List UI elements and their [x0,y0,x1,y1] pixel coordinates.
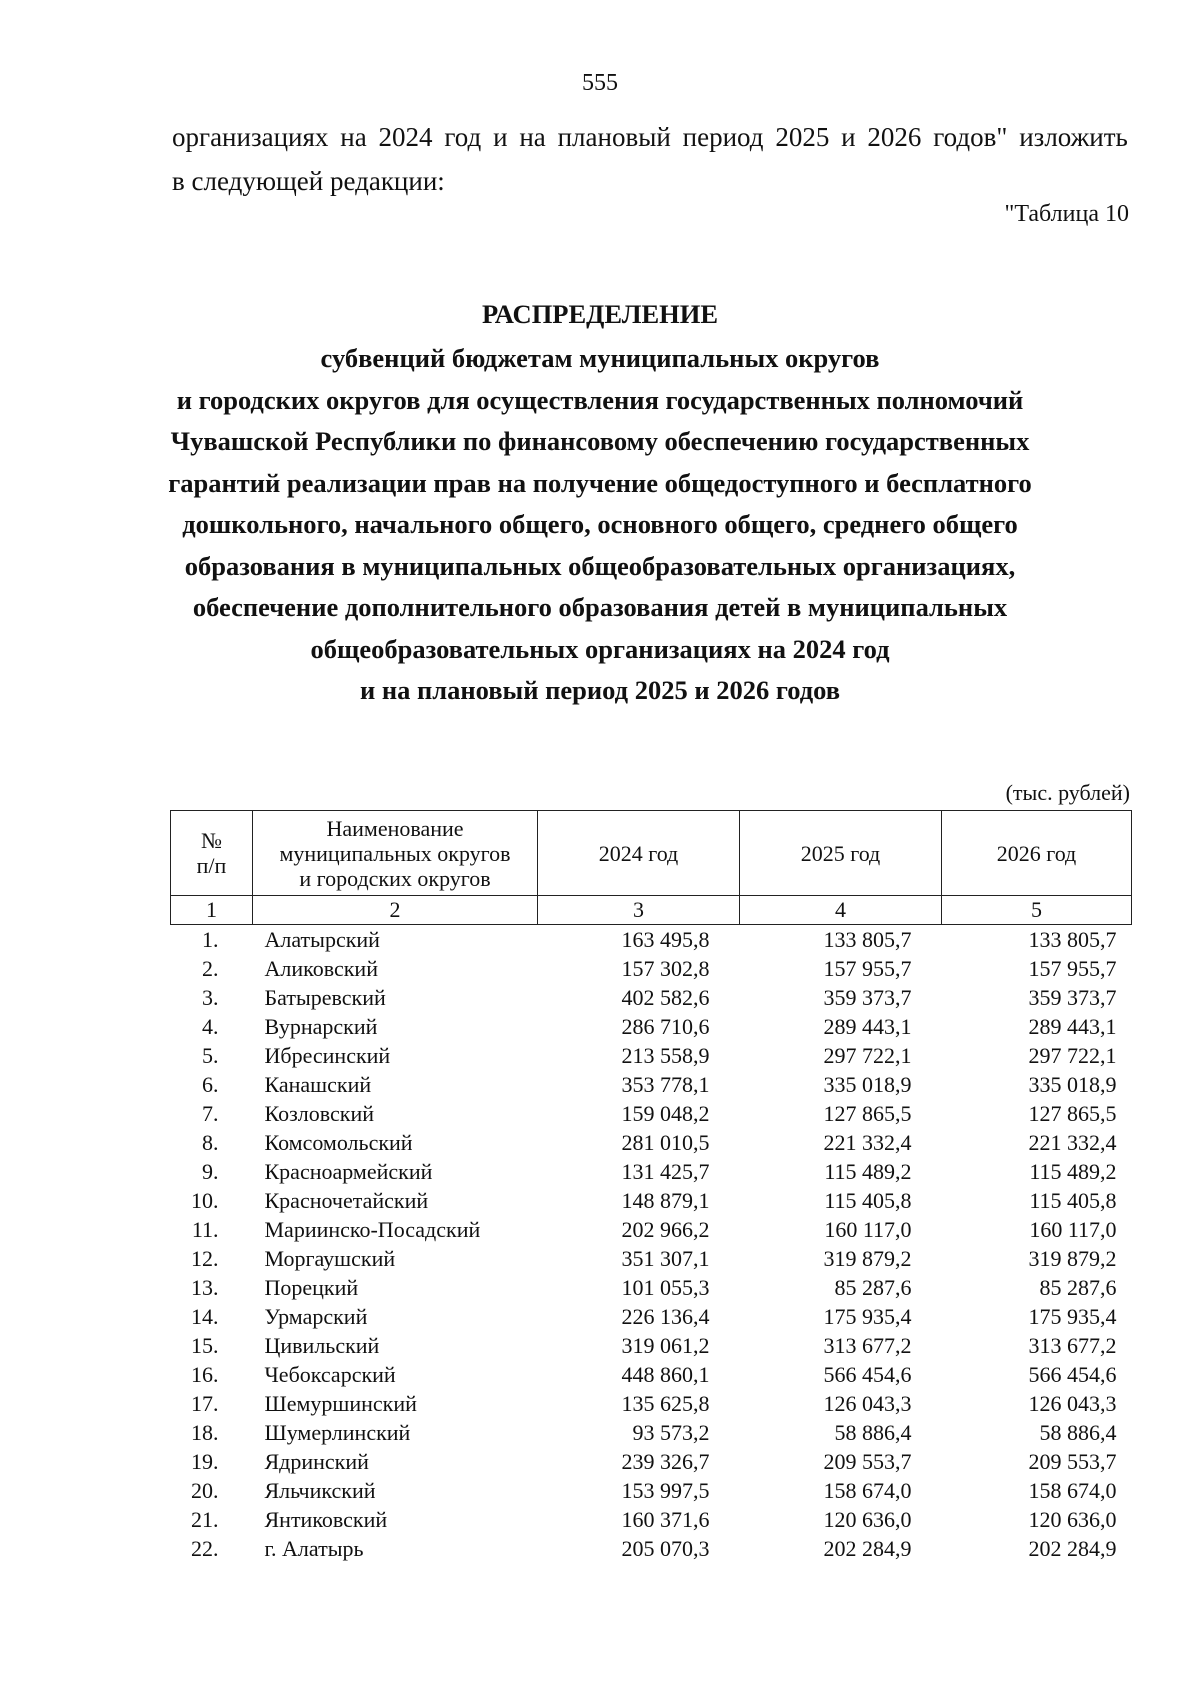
value-2025: 319 879,2 [823,1246,912,1271]
intro-word: период [682,122,764,152]
value-2026: 221 332,4 [1028,1130,1117,1155]
row-name: Ядринский [264,1449,369,1474]
value-2025: 85 287,6 [834,1275,912,1300]
row-number: 15. [191,1333,219,1358]
intro-word: и [841,122,856,152]
intro-word: 2026 [867,122,922,152]
table-row [171,925,1132,955]
intro-word: и [493,122,508,152]
value-2025: 175 935,4 [823,1304,912,1329]
header-number [171,811,253,896]
value-2024: 160 371,6 [621,1507,710,1532]
intro-word: плановый [557,122,671,152]
value-2024: 159 048,2 [621,1101,710,1126]
table-row [171,1128,1132,1157]
column-number: 3 [538,896,740,925]
intro-word: годов" [933,122,1008,152]
value-2024: 157 302,8 [621,956,710,981]
row-name: Алатырский [264,927,380,952]
value-2024: 93 573,2 [632,1420,710,1445]
table-caption: "Таблица 10 [1004,201,1129,227]
intro-line-1 [172,115,1128,159]
row-number: 18. [191,1420,219,1445]
row-name: Шемуршинский [264,1391,417,1416]
value-2025: 127 865,5 [823,1101,912,1126]
row-name: Порецкий [264,1275,359,1300]
row-number: 22. [191,1536,219,1561]
row-name: Мариинско-Посадский [264,1217,481,1242]
value-2026: 175 935,4 [1028,1304,1117,1329]
table-row [171,1244,1132,1273]
table-row [171,1186,1132,1215]
value-2026: 115 405,8 [1029,1188,1117,1213]
title-line: образования в муниципальных общеобразовательных организациях, [184,550,1016,581]
intro-word: организациях [172,122,329,152]
row-number: 5. [202,1043,219,1068]
value-2025: 297 722,1 [823,1043,912,1068]
intro-line-2: в следующей редакции: [172,166,445,196]
header-number-line: № [201,828,222,853]
column-number: 5 [942,896,1132,925]
title-line: и на плановый период 2025 и 2026 годов [359,675,841,705]
row-number: 10. [191,1188,219,1213]
row-number: 20. [191,1478,219,1503]
header-2025: 2025 год [740,811,942,896]
row-name: Канашский [264,1072,372,1097]
value-2024: 448 860,1 [621,1362,710,1387]
value-2026: 158 674,0 [1028,1478,1117,1503]
value-2025: 202 284,9 [823,1536,912,1561]
value-2025: 120 636,0 [823,1507,912,1532]
row-name: Аликовский [264,956,378,981]
row-number: 21. [191,1507,219,1532]
title-line: Чувашской Республики по финансовому обеспечению государственных [170,426,1030,456]
value-2025: 221 332,4 [823,1130,912,1155]
row-number: 4. [202,1014,219,1039]
value-2024: 163 495,8 [621,927,710,952]
value-2026: 160 117,0 [1029,1217,1117,1242]
row-name: Чебоксарский [264,1362,396,1387]
value-2024: 101 055,3 [621,1275,710,1300]
value-2024: 319 061,2 [621,1333,710,1358]
value-2024: 239 326,7 [621,1449,710,1474]
table-row [171,1447,1132,1476]
intro-word: изложить [1019,122,1128,152]
title-line: обеспечение дополнительного образования детей в муниципальных [192,592,1008,622]
row-number: 12. [191,1246,219,1271]
value-2026: 120 636,0 [1028,1507,1117,1532]
table-row [171,1505,1132,1534]
title-line: гарантий реализации прав на получение общедоступного и бесплатного [168,467,1032,498]
value-2025: 566 454,6 [823,1362,912,1387]
row-number: 1. [202,927,219,952]
column-number-row [171,896,1132,925]
table-row [171,1012,1132,1041]
value-2026: 202 284,9 [1028,1536,1117,1561]
table-row [171,1157,1132,1186]
row-name: Красноармейский [264,1159,433,1184]
value-2024: 281 010,5 [621,1130,710,1155]
value-2025: 126 043,3 [823,1391,912,1416]
header-name-line: муниципальных округов [279,840,511,866]
value-2026: 313 677,2 [1028,1333,1117,1358]
row-number: 2. [202,956,219,981]
value-2025: 209 553,7 [823,1449,912,1474]
value-2025: 335 018,9 [823,1072,912,1097]
table-row [171,1273,1132,1302]
value-2026: 157 955,7 [1028,956,1117,981]
value-2026: 58 886,4 [1039,1420,1117,1445]
table-row [171,1215,1132,1244]
row-name: Урмарский [264,1304,368,1329]
table-row [171,983,1132,1012]
value-2025: 289 443,1 [823,1014,912,1039]
row-number: 13. [191,1275,219,1300]
row-number: 7. [202,1101,219,1126]
column-number: 2 [253,896,538,925]
value-2026: 289 443,1 [1028,1014,1117,1039]
value-2024: 153 997,5 [621,1478,710,1503]
row-name: Янтиковский [264,1507,388,1532]
header-number-line: п/п [196,853,227,878]
intro-word: 2025 [775,122,830,152]
table-body [171,925,1132,1564]
value-2024: 353 778,1 [621,1072,710,1097]
units-label: (тыс. рублей) [1005,780,1130,805]
value-2025: 313 677,2 [823,1333,912,1358]
row-number: 11. [191,1217,219,1242]
row-name: г. Алатырь [264,1536,364,1561]
value-2025: 115 405,8 [824,1188,912,1213]
header-2026: 2026 год [942,811,1132,896]
title-line: дошкольного, начального общего, основного общего, среднего общего [182,509,1018,539]
value-2024: 131 425,7 [621,1159,710,1184]
table-row [171,1418,1132,1447]
intro-word: 2024 [378,122,433,152]
value-2026: 566 454,6 [1028,1362,1117,1387]
row-name: Шумерлинский [264,1420,411,1445]
value-2025: 359 373,7 [823,985,912,1010]
table-row [171,1041,1132,1070]
column-number: 1 [171,896,253,925]
header-name-line: Наименование [326,815,464,841]
row-name: Цивильский [264,1333,380,1358]
value-2025: 158 674,0 [823,1478,912,1503]
title-line: и городских округов для осуществления государственных полномочий [176,384,1024,415]
document-title [100,292,1100,712]
value-2026: 85 287,6 [1039,1275,1117,1300]
row-number: 8. [202,1130,219,1155]
row-number: 14. [191,1304,219,1329]
row-name: Батыревский [264,985,386,1010]
value-2025: 58 886,4 [834,1420,912,1445]
row-name: Яльчикский [264,1478,376,1503]
table-row [171,1476,1132,1505]
table-row [171,1099,1132,1128]
table-row [171,1070,1132,1099]
table-row [171,1389,1132,1418]
value-2024: 213 558,9 [621,1043,710,1068]
table-row [171,1360,1132,1389]
title-line: общеобразовательных организациях на 2024 год [310,633,890,664]
value-2026: 359 373,7 [1028,985,1117,1010]
value-2026: 133 805,7 [1028,927,1117,952]
row-number: 16. [191,1362,219,1387]
table-row [171,1331,1132,1360]
intro-word: год [444,122,482,152]
table-row [171,1534,1132,1563]
header-name-line: и городских округов [299,865,491,891]
intro-word: на [340,122,367,152]
value-2024: 135 625,8 [621,1391,710,1416]
row-name: Красночетайский [264,1188,429,1213]
value-2026: 335 018,9 [1028,1072,1117,1097]
table-row [171,1302,1132,1331]
value-2024: 226 136,4 [621,1304,710,1329]
value-2025: 133 805,7 [823,927,912,952]
value-2025: 157 955,7 [823,956,912,981]
value-2024: 351 307,1 [621,1246,710,1271]
row-name: Ибресинский [264,1043,391,1068]
row-name: Вурнарский [264,1014,378,1039]
value-2024: 202 966,2 [621,1217,710,1242]
column-number: 4 [740,896,942,925]
value-2024: 286 710,6 [621,1014,710,1039]
row-name: Моргаушский [264,1246,396,1271]
subvention-table [170,810,1132,1563]
title-main: РАСПРЕДЕЛЕНИЕ [481,299,719,329]
value-2025: 115 489,2 [824,1159,912,1184]
intro-word: на [519,122,546,152]
value-2024: 402 582,6 [621,985,710,1010]
value-2024: 148 879,1 [621,1188,710,1213]
header-name [253,811,538,896]
value-2026: 297 722,1 [1028,1043,1117,1068]
value-2026: 209 553,7 [1028,1449,1117,1474]
row-number: 17. [191,1391,219,1416]
value-2026: 127 865,5 [1028,1101,1117,1126]
title-line: субвенций бюджетам муниципальных округов [320,343,880,373]
value-2024: 205 070,3 [621,1536,710,1561]
value-2026: 115 489,2 [1029,1159,1117,1184]
value-2026: 319 879,2 [1028,1246,1117,1271]
table-header-row [171,811,1132,896]
intro-paragraph [172,115,1128,203]
row-name: Комсомольский [264,1130,413,1155]
page-number: 555 [582,70,618,96]
header-2024: 2024 год [538,811,740,896]
row-number: 3. [202,985,219,1010]
row-name: Козловский [264,1101,375,1126]
row-number: 19. [191,1449,219,1474]
value-2025: 160 117,0 [824,1217,912,1242]
row-number: 6. [202,1072,219,1097]
row-number: 9. [202,1159,219,1184]
value-2026: 126 043,3 [1028,1391,1117,1416]
table-row [171,954,1132,983]
